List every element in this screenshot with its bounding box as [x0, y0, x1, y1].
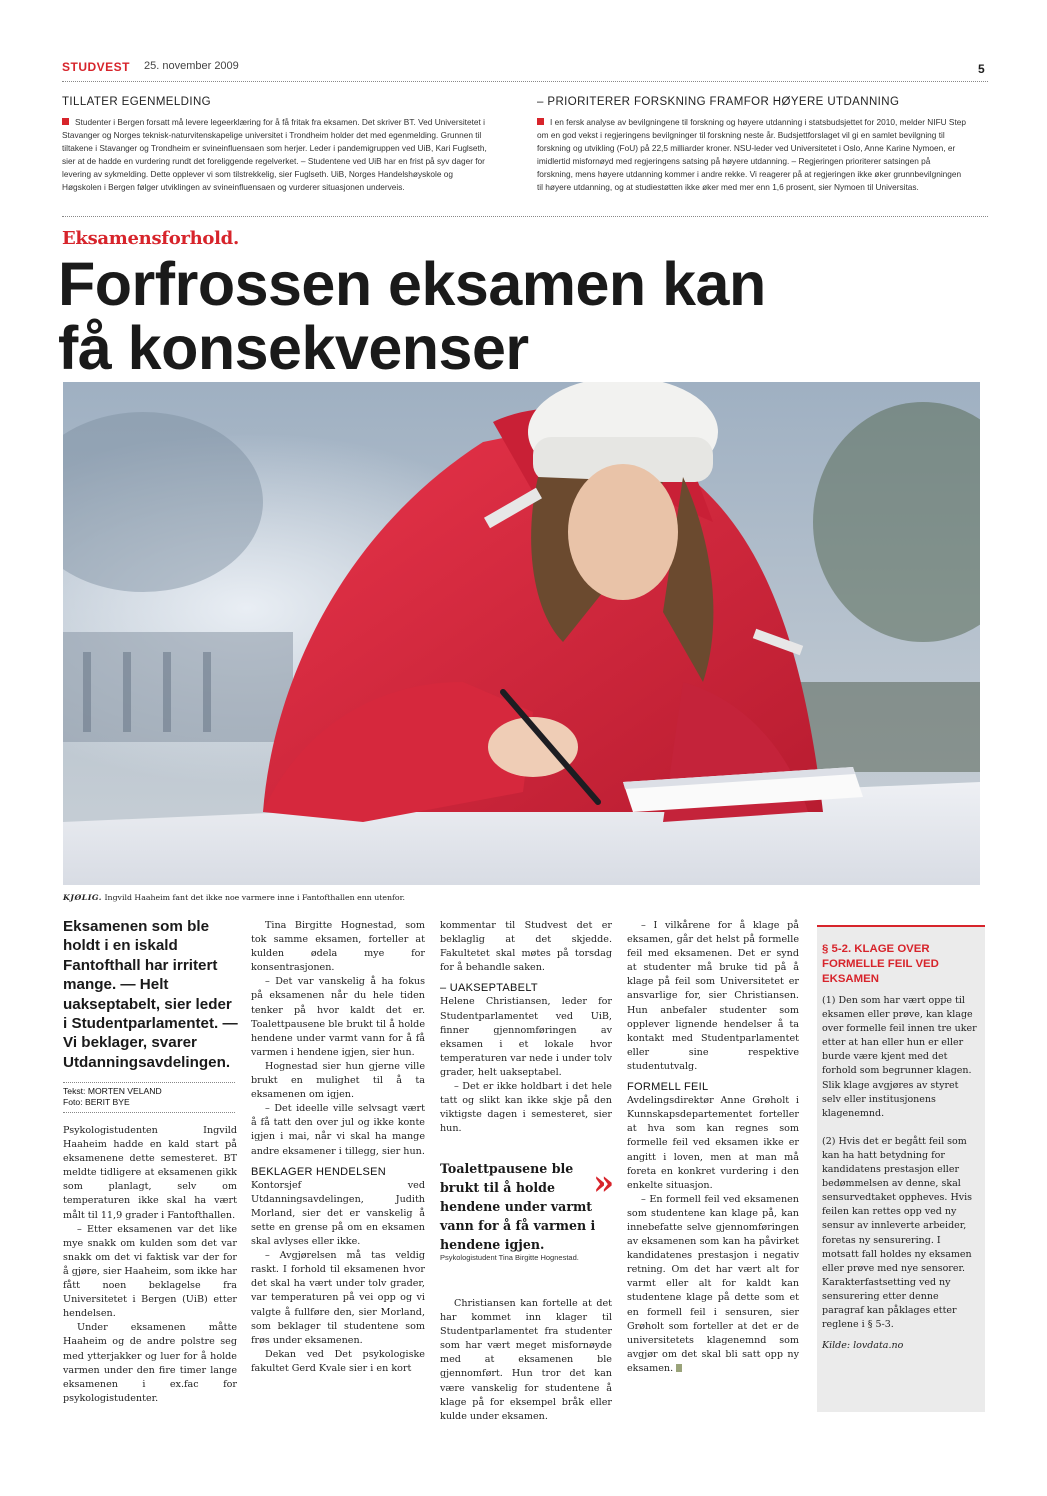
subheading-beklager: BEKLAGER HENDELSEN [251, 1165, 386, 1178]
paragraph: Avdelingsdirektør Anne Grøholt i Kunnskapsdepartementet forteller at hva som kan regnes som formelle feil ved eksamen ikke er angitt i loven, men at man må foreta en konkret vurdering i den enkelte situasjon. [627, 1095, 799, 1191]
caption-label: KJØLIG. [63, 893, 102, 902]
paragraph: – Avgjørelsen må tas veldig raskt. I forhold til eksamenen hvor det skal ha vært under tolv grader, var temperaturen på vei opp og vi valgte å fullføre den, sier Morland, som beklager til studentene som frøs under eksamenen. [251, 1250, 425, 1346]
paragraph: Hognestad sier hun gjerne ville brukt en mulighet til å ta eksamenen om igjen. [251, 1060, 425, 1101]
byline-text: Tekst: MORTEN VELAND [63, 1086, 162, 1096]
briefs-divider [62, 216, 988, 217]
paragraph: – Det er ikke holdbart i det hele tatt og slikt kan ikke skje på den viktigste dagen i semesteret, sier hun. [440, 1081, 612, 1135]
fact-paragraph-1: (1) Den som har vært oppe til eksamen eller prøve, kan klage over formelle feil innen tre uker etter at han eller hun er eller burde være kjent med det forhold som begrunner klagen. Slik klage avgjøres av styret selv eller institusjonens klagenemnd. [822, 995, 977, 1119]
headline [58, 252, 958, 380]
paragraph: – Det ideelle ville selvsagt vært å få tatt den over jul og ikke konte igjen i mai, når vi skal ha mange andre eksamener i tillegg, sier hun. [251, 1103, 425, 1157]
body-column-3 [440, 919, 612, 1136]
bullet-square-icon [62, 118, 69, 125]
header-divider [62, 81, 988, 82]
page-number: 5 [978, 62, 985, 76]
article-photo [63, 382, 980, 885]
fact-box-source: Kilde: lovdata.no [822, 1340, 904, 1351]
fact-box-body [822, 994, 980, 1346]
quote-mark-icon: » [593, 1163, 615, 1203]
byline [63, 1086, 235, 1108]
byline-photo: Foto: BERIT BYE [63, 1097, 130, 1107]
article-lead: Eksamenen som ble holdt i en iskald Fantofthall har irritert mange. — Helt uakseptabelt, sier leder i Studentparlamentet. — Vi beklager, svarer Utdanningsavdelingen. [63, 918, 238, 1071]
body-column-4 [627, 919, 799, 1376]
paragraph: Helene Christiansen, leder for Studentparlamentet ved UiB, finner gjennomføringen av eksamen i et lokale hvor temperaturen var nede i under tolv grader, helt uakseptabel. [440, 996, 612, 1078]
paragraph: – En formell feil ved eksamenen som studentene kan klage på, kan innebefatte selve gjennomføringen av eksamenen som kan ha påvirket kandidatenes prestasjon i negativ retning. Om det har vært alt for varmt eller alt for kaldt kan studentene klage på dette som et en formell feil i sensuren, sier Grøholt som forteller at det er de universitetets klagenemnd som avgjør om det skal bli satt opp ny eksamen. [627, 1193, 799, 1374]
byline-divider [63, 1112, 235, 1113]
paragraph: Tina Birgitte Hognestad, som tok samme eksamen, forteller at kulden ødela mye for konsentrasjonen. [251, 920, 425, 974]
student-writing-photo [63, 382, 980, 885]
fact-paragraph-2: (2) Hvis det er begått feil som kan ha hatt betydning for kandidatens prestasjon eller bedømmelsen av denne, skal sensurvedtaket oppheves. Hvis feilen kan rettes opp ved ny sensur av innleverte arbeider, foretas ny sensurering. I motsatt fall holdes ny eksamen eller prøve med nye sensorer. Karakterfastsetting ved ny sensurering etter denne paragraf kan påklages etter reglene i § 5-3. [822, 1135, 973, 1331]
photo-caption [63, 893, 405, 902]
paragraph: – I vilkårene for å klage på eksamen, går det helst på formelle feil med eksamenen. Det er synd at studenter må bruke tid på å klage på feil som Universitetet er ansvarlige for, sier Christiansen. Hun anbefaler studenter som opplever lignende hendelser å ta kontakt med Studentparlamentet eller sine respektive studentutvalg. [627, 920, 799, 1072]
paragraph: Under eksamenen måtte Haaheim og de andre polstre seg med ytterjakker og luer for å holde varmen under den fire timer lange eksamenen i ex.fac for psykologistudenter. [63, 1322, 237, 1404]
bullet-square-icon [537, 118, 544, 125]
subheading-uakseptabelt: – UAKSEPTABELT [440, 982, 538, 995]
body-column-2 [251, 919, 425, 1376]
paragraph: Christiansen kan fortelle at det har kommet inn klager til Studentparlamentet fra studenter som har vært meget misfornøyde med at eksamenen ble gjennomført. Hun tror det kan være vanskelig for studentene å klage på for eksempel bråk eller kulde under eksamen. [440, 1298, 612, 1422]
body-column-1 [63, 1124, 237, 1406]
paragraph: Psykologistudenten Ingvild Haaheim hadde en kald start på eksamenene dette semesteret. BT meldte tidligere at eksamenen gikk som planlagt, selv om temperaturen ikke skal ha vært målt til 11,9 grader i Fantofthallen. [63, 1125, 237, 1221]
body-column-3-continued [440, 1297, 612, 1424]
fact-box-title: § 5-2. KLAGE OVER FORMELLE FEIL VED EKSAMEN [822, 943, 939, 985]
masthead: STUDVEST [62, 60, 131, 74]
paragraph: Kontorsjef ved Utdanningsavdelingen, Judith Morland, sier det er vanskelig å sette en grense på om en eksamen skal avlyses eller ikke. [251, 1179, 425, 1248]
end-mark-icon [676, 1364, 682, 1372]
paragraph: – Det var vanskelig å ha fokus på eksamenen når du hele tiden tenker på hvor kaldt det er. Toalettpausene ble brukt til å holde hendene under varmt vann for å få varmen i hendene igjen, sier hun. [251, 976, 425, 1058]
paragraph: Dekan ved Det psykologiske fakultet Gerd Kvale sier i en kort [251, 1348, 425, 1374]
kicker: Eksamensforhold. [62, 228, 239, 249]
brief-text-egenmelding: Studenter i Bergen forsatt må levere legeerklæring for å få fritak fra eksamen. Det skriver BT. Ved Universitetet i Stavanger og Norges teknisk-naturvitenskapelige universitet i Trondheim holder det med egenmelding. Grunnen til tiltakene i Stavanger og Trondheim er svineinfluensaen som herjer. Leder i pandemigruppen ved UiB, Kari Fuglseth, sier at de hadde en vurdering rundt det foreliggende regelverket. – Studentene ved UiB har en frist på syv dager for levering av sykmelding. Dette opplever vi som tilstrekkelig, sier Fuglseth. UiB, Norges Handelshøyskole og Høgskolen i Bergen følger utviklingen av svineinfluensaen og vurderer situasjonen underveis. [62, 117, 487, 192]
lead-divider [63, 1082, 235, 1083]
brief-text-forskning: I en fersk analyse av bevilgningene til forskning og høyere utdanning i statsbudsjettet for 2010, melder NIFU Step om en god vekst i regjeringens bevilgninger til forskning neste år. Budsjettforslaget vil gi en samlet bevilgning til forskning og utvikling (FoU) på 22,5 milliarder kroner. NSU-leder ved Universitetet i Oslo, Anne Karine Nymoen, er imidlertid misfornøyd med regjeringens satsing på høyere utdanning. – Regjeringen prioriterer satsingen på forskning, mens høyere utdanning kommer i andre rekke. Vi reagerer på at regjeringen ikke øker grunnbevilgningen til høyere utdanning, og at studiestøtten ikke øker med mer enn 1,6 prosent, sier Nymoen til Universitas. [537, 117, 966, 192]
paragraph: – Etter eksamenen var det like mye snakk om kulden som det var snakk om det vi faktisk var der for å gjøre, sier Haaheim, som ikke har fått noen beklagelse fra Universitetet i Bergen (UiB) etter hendelsen. [63, 1223, 238, 1320]
caption-text: Ingvild Haaheim fant det ikke noe varmere inne i Fantofthallen enn utenfor. [104, 893, 405, 902]
pull-quote: Toalettpausene ble brukt til å holde hendene under varmt vann for å få varmen i hendene igjen. [440, 1161, 596, 1252]
paragraph: kommentar til Studvest det er beklaglig at det skjedde. Fakultetet skal møtes på torsdag for å behandle saken. [440, 920, 612, 974]
subheading-formell-feil: FORMELL FEIL [627, 1081, 709, 1094]
headline-line-2: få konsekvenser [58, 314, 529, 382]
brief-title-egenmelding: TILLATER EGENMELDING [62, 96, 212, 108]
issue-date: 25. november 2009 [144, 60, 239, 72]
headline-line-1: Forfrossen eksamen kan [58, 250, 766, 318]
pull-quote-source: Psykologistudent Tina Birgitte Hognestad. [440, 1253, 579, 1262]
brief-title-forskning: – PRIORITERER FORSKNING FRAMFOR HØYERE UTDANNING [537, 96, 900, 108]
